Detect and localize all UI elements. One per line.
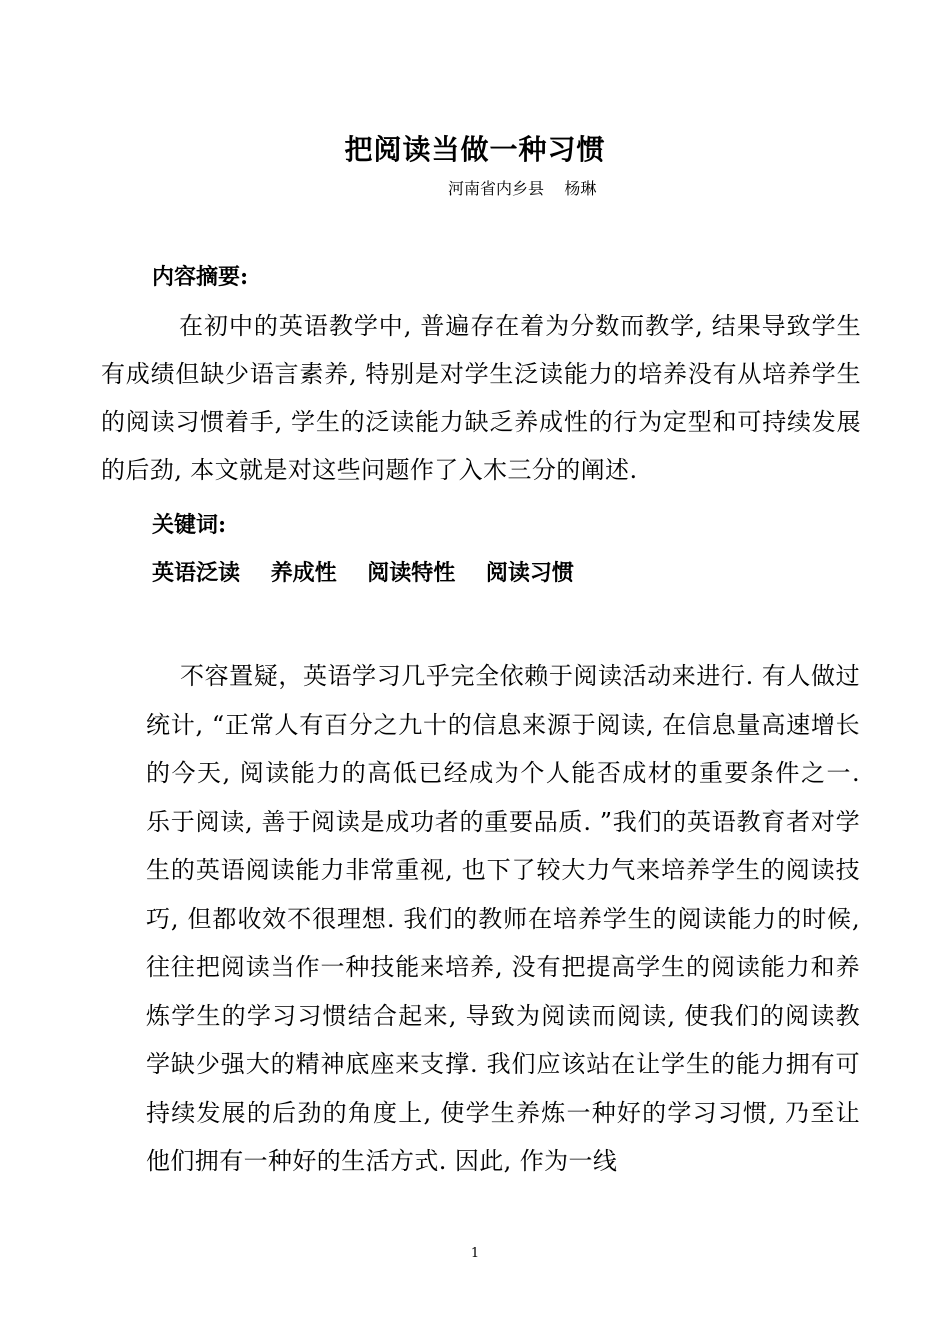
abstract-heading: 内容摘要:: [152, 264, 249, 290]
document-title: 把阅读当做一种习惯: [344, 133, 606, 166]
abstract-text: 在初中的英语教学中, 普遍存在着为分数而教学, 结果导致学生有成绩但缺少语言素养, 特别是对学生泛读能力的培养没有从培养学生的阅读习惯着手, 学生的泛读能力缺乏养成性的行为定型和可持续发展的后劲, 本文就是对这些问题作了入木三分的阐述.: [101, 312, 861, 484]
author-byline: 河南省内乡县 杨琳: [448, 179, 597, 198]
keywords-heading: 关键词:: [152, 512, 227, 538]
keywords-list: 英语泛读 养成性 阅读特性 阅读习惯: [152, 560, 574, 586]
body-paragraph: 不容置疑，英语学习几乎完全依赖于阅读活动来进行. 有人做过统计, “正常人有百分之九十的信息来源于阅读, 在信息量高速增长的今天, 阅读能力的高低已经成为个人能否成材的重要条件之一. 乐于阅读, 善于阅读是成功者的重要品质. ”我们的英语教育者对学生的英语阅读能力非常重视, 也下了较大力气来培养学生的阅读技巧, 但都收效不很理想. 我们的教师在培养学生的阅读能力的时候, 往往把阅读当作一种技能来培养, 没有把提高学生的阅读能力和养炼学生的学习习惯结合起来, 导致为阅读而阅读, 使我们的阅读教学缺少强大的精神底座来支撑. 我们应该站在让学生的能力拥有可持续发展的后劲的角度上, 使学生养炼一种好的学习习惯, 乃至让他们拥有一种好的生活方式. 因此, 作为一线: [146, 662, 860, 1175]
page-number: 1: [470, 1246, 480, 1261]
